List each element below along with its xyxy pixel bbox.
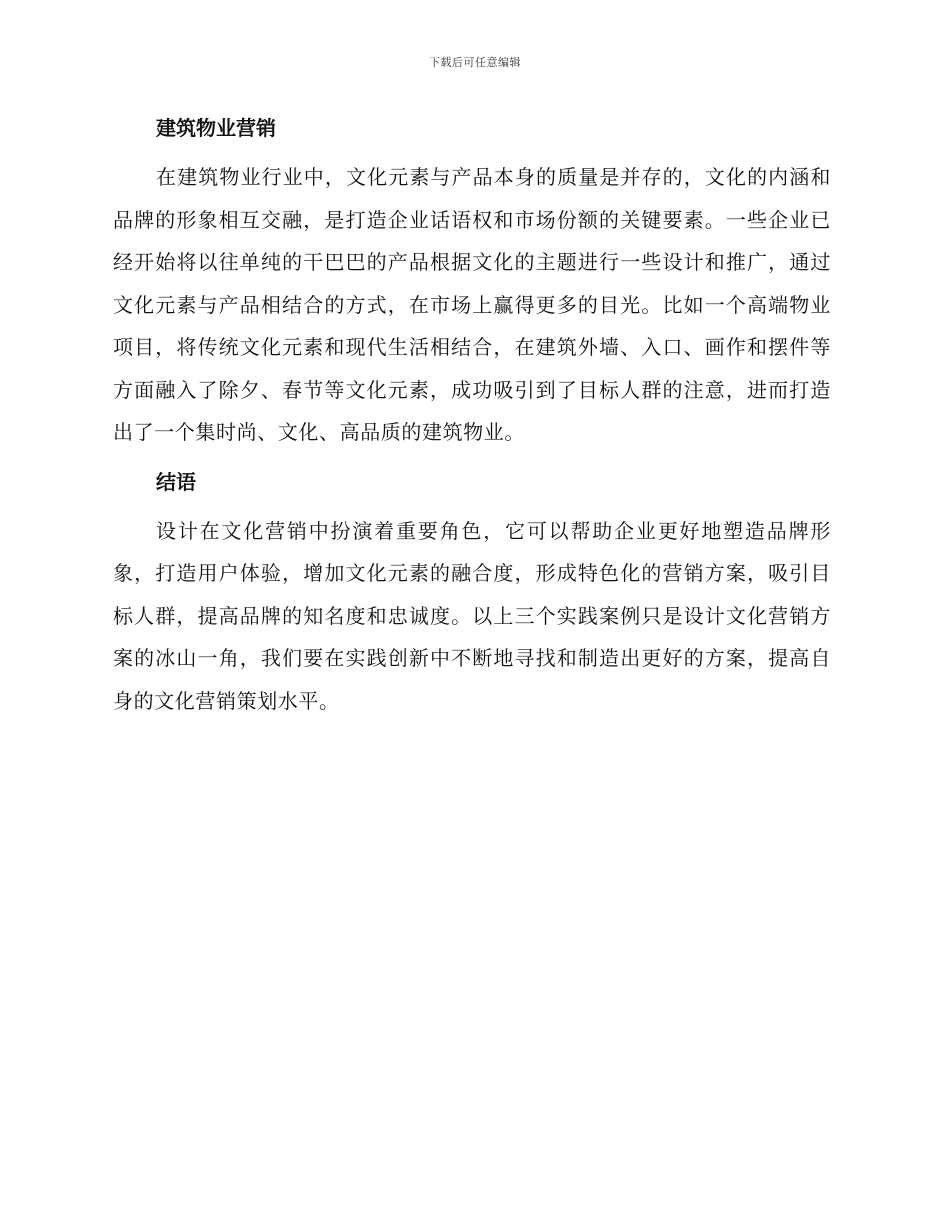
section-heading-conclusion: 结语 (156, 469, 196, 494)
document-body (113, 108, 831, 722)
section-paragraph-conclusion: 设计在文化营销中扮演着重要角色，它可以帮助企业更好地塑造品牌形象，打造用户体验，增加文化元素的融合度，形成特色化的营销方案，吸引目标人群，提高品牌的知名度和忠诚度。以上三个实践案例只是设计文化营销方案的冰山一角，我们要在实践创新中不断地寻找和制造出更好的方案，提高自身的文化营销策划水平。 (113, 518, 831, 713)
section-gap (113, 454, 831, 462)
section-heading-building-marketing: 建筑物业营销 (156, 116, 276, 140)
header-note: 下载后可任意编辑 (429, 56, 521, 69)
section-paragraph-building-marketing: 在建筑物业行业中，文化元素与产品本身的质量是并存的，文化的内涵和品牌的形象相互交融，是打造企业话语权和市场份额的关键要素。一些企业已经开始将以往单纯的干巴巴的产品根据文化的主题进行一些设计和推广，通过文化元素与产品相结合的方式，在市场上赢得更多的目光。比如一个高端物业项目，将传统文化元素和现代生活相结合，在建筑外墙、入口、画作和摆件等方面融入了除夕、春节等文化元素，成功吸引到了目标人群的注意，进而打造出了一个集时尚、文化、高品质的建筑物业。 (113, 165, 831, 444)
